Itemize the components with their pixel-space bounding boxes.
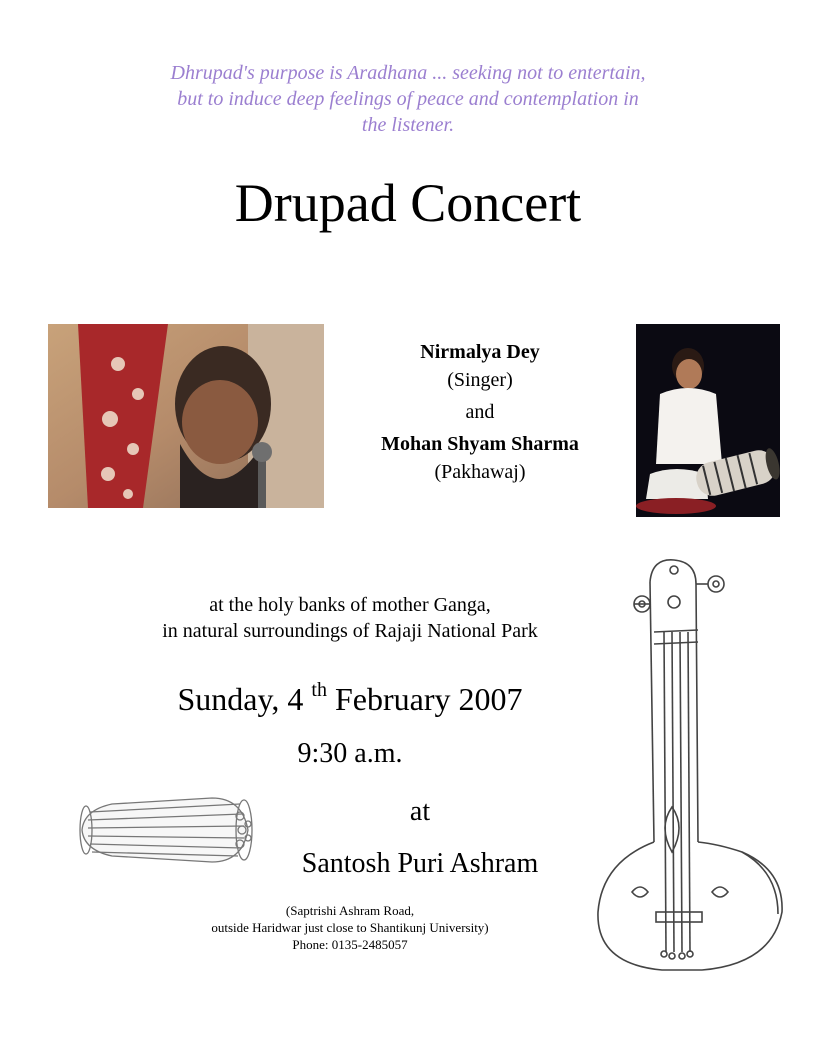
pakhawaj-player-photo (636, 324, 780, 517)
tanpura-drawing-icon (592, 552, 792, 982)
singer-role: (Singer) (447, 369, 513, 391)
venue-name: Santosh Puri Ashram (301, 848, 539, 879)
singer-photo (48, 324, 324, 508)
address-phone: Phone: 0135-2485057 (292, 937, 408, 952)
page-title: Drupad Concert (234, 173, 582, 233)
quote-line-2: but to induce deep feelings of peace and contemplation in (177, 88, 639, 110)
date-ordinal-suffix: th (311, 679, 327, 701)
singer-name: Nirmalya Dey (420, 341, 540, 363)
venue-preposition: at (409, 796, 431, 827)
pakhawaj-player-name: Mohan Shyam Sharma (381, 433, 579, 455)
date-prefix: Sunday, 4 (177, 681, 312, 717)
performers-conjunction: and (465, 401, 495, 423)
quote-line-3: the listener. (361, 114, 455, 136)
location-line-1: at the holy banks of mother Ganga, (209, 594, 491, 616)
address-line-1: (Saptrishi Ashram Road, (285, 903, 415, 918)
location-description (60, 592, 640, 644)
pakhawaj-drum-drawing-icon (72, 790, 262, 870)
event-time: 9:30 a.m. (297, 738, 403, 769)
performers-block (340, 338, 620, 486)
date-rest: February 2007 (326, 681, 523, 717)
address-line-2: outside Haridwar just close to Shantikunj University) (211, 920, 489, 935)
event-date (60, 678, 640, 720)
pakhawaj-player-role: (Pakhawaj) (434, 461, 526, 483)
venue-address (140, 902, 560, 953)
quote-line-1: Dhrupad's purpose is Aradhana ... seeking not to entertain, (170, 62, 646, 84)
intro-quote (100, 60, 716, 138)
location-line-2: in natural surroundings of Rajaji National Park (162, 620, 538, 642)
